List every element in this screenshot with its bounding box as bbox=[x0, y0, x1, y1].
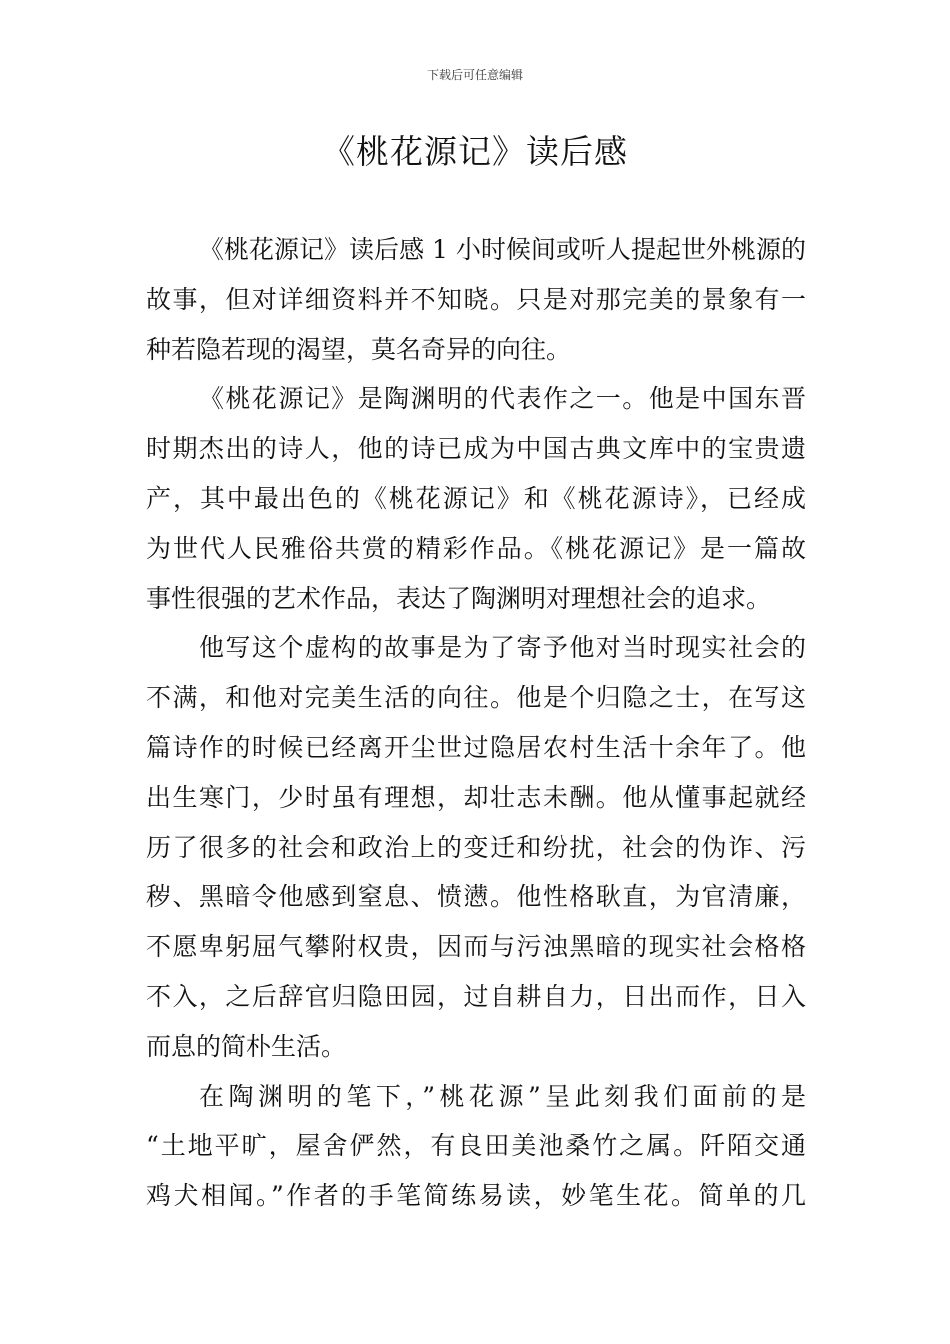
paragraph-3-line-1: 他写这个虚构的故事是为了寄予他对当时现实社会的 bbox=[199, 633, 806, 663]
paragraph-3-line-6: 秽、黑暗令他感到窒息、愤懑。他性格耿直，为官清廉， bbox=[146, 882, 806, 912]
paragraph-3-line-7: 不愿卑躬屈气攀附权贵，因而与污浊黑暗的现实社会格格 bbox=[146, 932, 806, 962]
paragraph-1-line-3: 种若隐若现的渴望，莫名奇异的向往。 bbox=[146, 334, 572, 364]
paragraph-4-line-2: “土地平旷，屋舍俨然，有良田美池桑竹之属。阡陌交通 bbox=[146, 1131, 806, 1161]
paragraph-4-line-3: 鸡犬相闻。”作者的手笔简练易读，妙笔生花。简单的几 bbox=[146, 1181, 806, 1211]
document-title: 《桃花源记》读后感 bbox=[322, 132, 628, 171]
paragraph-2-line-5: 事性很强的艺术作品，表达了陶渊明对理想社会的追求。 bbox=[146, 583, 772, 613]
header-note: 下载后可任意编辑 bbox=[426, 68, 523, 82]
paragraph-1-line-2: 故事，但对详细资料并不知晓。只是对那完美的景象有一 bbox=[146, 284, 806, 314]
paragraph-3-line-9: 而息的简朴生活。 bbox=[146, 1031, 347, 1061]
paragraph-2-line-4: 为世代人民雅俗共赏的精彩作品。《桃花源记》是一篇故 bbox=[146, 533, 806, 563]
paragraph-1-line-1: 《桃花源记》读后感 1 小时候间或听人提起世外桃源的 bbox=[199, 235, 806, 264]
paragraph-3-line-3: 篇诗作的时候已经离开尘世过隐居农村生活十余年了。他 bbox=[146, 732, 806, 762]
paragraph-3-line-2: 不满，和他对完美生活的向往。他是个归隐之士，在写这 bbox=[146, 683, 806, 713]
paragraph-3-line-5: 历了很多的社会和政治上的变迁和纷扰，社会的伪诈、污 bbox=[146, 832, 806, 862]
paragraph-3-line-8: 不入，之后辞官归隐田园，过自耕自力，日出而作，日入 bbox=[146, 981, 806, 1011]
paragraph-4-line-1: 在陶渊明的笔下，”桃花源”呈此刻我们面前的是 bbox=[199, 1081, 806, 1111]
paragraph-2-line-1: 《桃花源记》是陶渊明的代表作之一。他是中国东晋 bbox=[199, 384, 806, 414]
document-body bbox=[146, 225, 806, 1221]
paragraph-3-line-4: 出生寒门，少时虽有理想，却壮志未酬。他从懂事起就经 bbox=[146, 782, 806, 812]
paragraph-2-line-2: 时期杰出的诗人，他的诗已成为中国古典文库中的宝贵遗 bbox=[146, 434, 806, 464]
paragraph-2-line-3: 产，其中最出色的《桃花源记》和《桃花源诗》，已经成 bbox=[146, 483, 806, 513]
